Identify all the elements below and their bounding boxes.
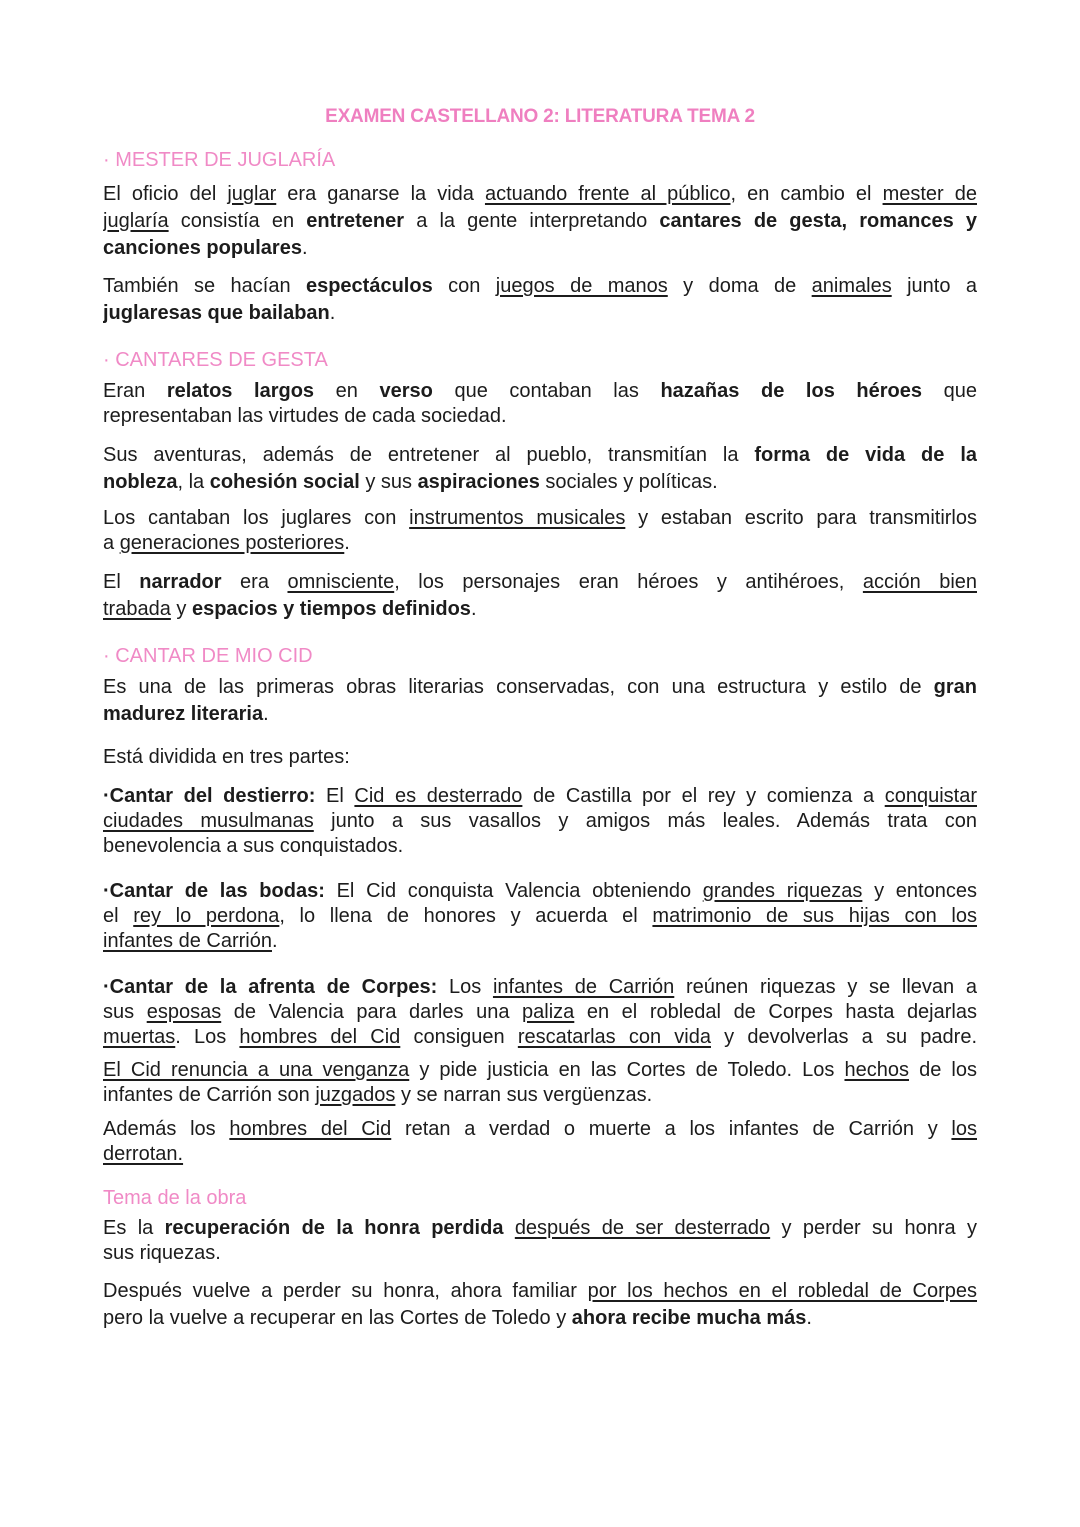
paragraph (103, 1216, 977, 1266)
paragraph (103, 784, 977, 859)
section-heading-juglaria: · MESTER DE JUGLARÍA (103, 149, 336, 171)
text-line: Después vuelve a perder su honra, ahora familiar por los hechos en el robledal de Corpes (103, 1280, 977, 1302)
paragraph (103, 674, 977, 728)
text-line: El Cid renuncia a una venganza y pide justicia en las Cortes de Toledo. Los hechos de los (103, 1059, 977, 1081)
text-line: Es la recuperación de la honra perdida después de ser desterrado y perder su honra y (103, 1217, 977, 1239)
text-line: Sus aventuras, además de entretener al pueblo, transmitían la forma de vida de la (103, 444, 977, 466)
text-line: juglaresas que bailaban. (103, 302, 336, 324)
text-line: representaban las virtudes de cada sociedad. (103, 405, 507, 427)
paragraph (103, 1058, 977, 1108)
paragraph (103, 879, 977, 954)
paragraph (103, 744, 977, 771)
text-line: derrotan. (103, 1143, 184, 1165)
text-line: Los cantaban los juglares con instrumentos musicales y estaban escrito para transmitirlos (103, 507, 977, 529)
text-line: infantes de Carrión. (103, 930, 278, 952)
paragraph (103, 442, 977, 496)
section-heading-tema: Tema de la obra (103, 1187, 247, 1209)
paragraph (103, 273, 977, 327)
text-line: nobleza, la cohesión social y sus aspiraciones sociales y políticas. (103, 471, 718, 493)
section-heading-cantares: · CANTARES DE GESTA (103, 349, 328, 371)
text-line: ·Cantar del destierro: El Cid es desterrado de Castilla por el rey y comienza a conquistar (103, 785, 977, 807)
text-line: ·Cantar de la afrenta de Corpes: Los infantes de Carrión reúnen riquezas y se llevan a (103, 976, 977, 998)
text-line: benevolencia a sus conquistados. (103, 835, 404, 857)
text-line: a generaciones posteriores. (103, 532, 350, 554)
text-line: pero la vuelve a recuperar en las Cortes de Toledo y ahora recibe mucha más. (103, 1307, 812, 1329)
text-line: Eran relatos largos en verso que contaban las hazañas de los héroes que (103, 380, 977, 402)
text-line: trabada y espacios y tiempos definidos. (103, 598, 477, 620)
section-heading-cid: · CANTAR DE MIO CID (103, 645, 313, 667)
text-line: canciones populares. (103, 237, 308, 259)
paragraph (103, 975, 977, 1050)
text-line: El narrador era omnisciente, los personajes eran héroes y antihéroes, acción bien (103, 571, 977, 593)
text-line: infantes de Carrión son juzgados y se narran sus vergüenzas. (103, 1084, 653, 1106)
text-line: el rey lo perdona, lo llena de honores y acuerda el matrimonio de sus hijas con los (103, 905, 977, 927)
paragraph (103, 379, 977, 429)
text-line: sus riquezas. (103, 1242, 221, 1264)
text-line: juglaría consistía en entretener a la gente interpretando cantares de gesta, romances y (103, 210, 977, 232)
text-line: Es una de las primeras obras literarias conservadas, con una estructura y estilo de gran (103, 676, 977, 698)
text-line: El oficio del juglar era ganarse la vida actuando frente al público, en cambio el mester de (103, 183, 977, 205)
text-line: Está dividida en tres partes: (103, 746, 350, 768)
text-line: ciudades musulmanas junto a sus vasallos y amigos más leales. Además trata con (103, 810, 977, 832)
text-line: sus esposas de Valencia para darles una paliza en el robledal de Corpes hasta dejarlas (103, 1001, 977, 1023)
paragraph (103, 181, 977, 262)
text-line: ·Cantar de las bodas: El Cid conquista Valencia obteniendo grandes riquezas y entonces (103, 880, 977, 902)
text-line: madurez literaria. (103, 703, 269, 725)
paragraph (103, 1278, 977, 1332)
text-line: Además los hombres del Cid retan a verdad o muerte a los infantes de Carrión y los (103, 1118, 977, 1140)
paragraph (103, 506, 977, 556)
paragraph (103, 569, 977, 623)
paragraph (103, 1117, 977, 1167)
text-line: También se hacían espectáculos con juegos de manos y doma de animales junto a (103, 275, 977, 297)
text-line: muertas. Los hombres del Cid consiguen rescatarlas con vida y devolverlas a su padre. (103, 1026, 977, 1048)
page-title: EXAMEN CASTELLANO 2: LITERATURA TEMA 2 (325, 106, 755, 127)
